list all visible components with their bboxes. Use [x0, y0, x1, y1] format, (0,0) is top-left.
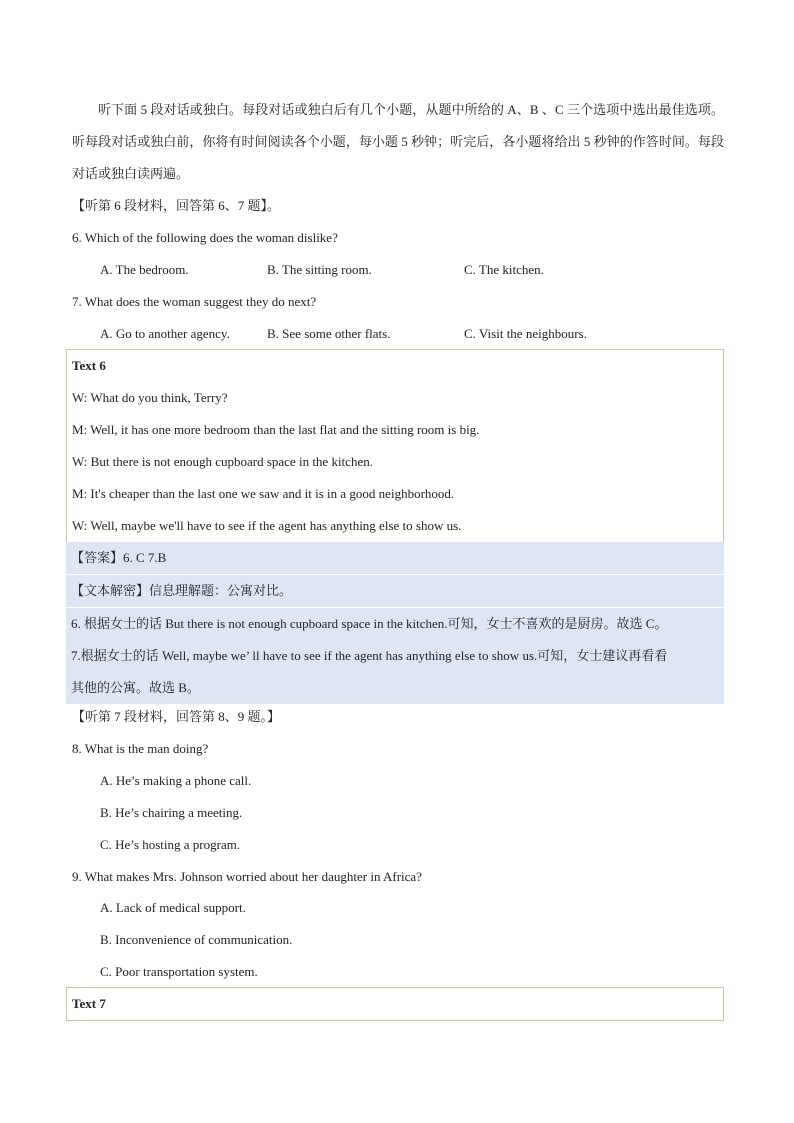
- explanation-7: 7.根据女士的话 Well, maybe we’ ll have to see if the agent has anything else to show us.可知，女士建议再看看: [71, 648, 668, 663]
- question-9-option-b: B. Inconvenience of communication.: [100, 932, 293, 947]
- question-7-option-b: B. See some other flats.: [267, 326, 391, 341]
- answer-explanation-box: [66, 542, 724, 704]
- question-9-option-a: A. Lack of medical support.: [100, 900, 246, 915]
- question-7-stem: 7. What does the woman suggest they do next?: [72, 294, 317, 309]
- question-9-option-c: C. Poor transportation system.: [100, 964, 258, 979]
- transcript-line: W: Well, maybe we'll have to see if the agent has anything else to show us.: [72, 518, 462, 533]
- instructions-paragraph: 听下面 5 段对话或独白。每段对话或独白后有几个小题，从题中所给的 A、B 、C 三个选项中选出最佳选项。听每段对话或独白前，你将有时间阅读各个小题，每小题 5 秒钟；听完后，各小题将给出 5 秒钟的作答时间。每段对话或独白读两遍。: [72, 102, 724, 181]
- answer-line: 【答案】6. C 7.B: [66, 542, 724, 575]
- explanation-7-continued: 其他的公寓。故选 B。: [71, 680, 200, 695]
- question-8-option-c: C. He’s hosting a program.: [100, 837, 241, 852]
- question-7-option-c: C. Visit the neighbours.: [464, 326, 587, 341]
- transcript-line: W: But there is not enough cupboard space in the kitchen.: [72, 454, 373, 469]
- explanation-6: 6. 根据女士的话 But there is not enough cupboard space in the kitchen.可知，女士不喜欢的是厨房。故选 C。: [71, 616, 668, 631]
- question-8-option-b: B. He’s chairing a meeting.: [100, 805, 243, 820]
- transcript-title: Text 7: [72, 996, 106, 1011]
- question-6-option-c: C. The kitchen.: [464, 262, 544, 277]
- transcript-line: M: Well, it has one more bedroom than the last flat and the sitting room is big.: [72, 422, 480, 437]
- section-6-heading: 【听第 6 段材料，回答第 6、7 题】。: [72, 198, 281, 213]
- text-7-transcript-box: [66, 987, 724, 1021]
- text-6-transcript-box: [66, 349, 724, 543]
- section-7-heading: 【听第 7 段材料，回答第 8、9 题。】: [72, 709, 281, 724]
- analysis-line: 【文本解密】信息理解题：公寓对比。: [66, 575, 724, 608]
- question-8-option-a: A. He’s making a phone call.: [100, 773, 252, 788]
- transcript-title: Text 6: [72, 358, 106, 373]
- question-6-option-a: A. The bedroom.: [100, 262, 189, 277]
- question-9-stem: 9. What makes Mrs. Johnson worried about her daughter in Africa?: [72, 869, 422, 884]
- question-7-option-a: A. Go to another agency.: [100, 326, 230, 341]
- question-8-stem: 8. What is the man doing?: [72, 741, 209, 756]
- transcript-line: M: It's cheaper than the last one we saw and it is in a good neighborhood.: [72, 486, 455, 501]
- question-6-option-b: B. The sitting room.: [267, 262, 372, 277]
- transcript-line: W: What do you think, Terry?: [72, 390, 228, 405]
- question-6-stem: 6. Which of the following does the woman dislike?: [72, 230, 338, 245]
